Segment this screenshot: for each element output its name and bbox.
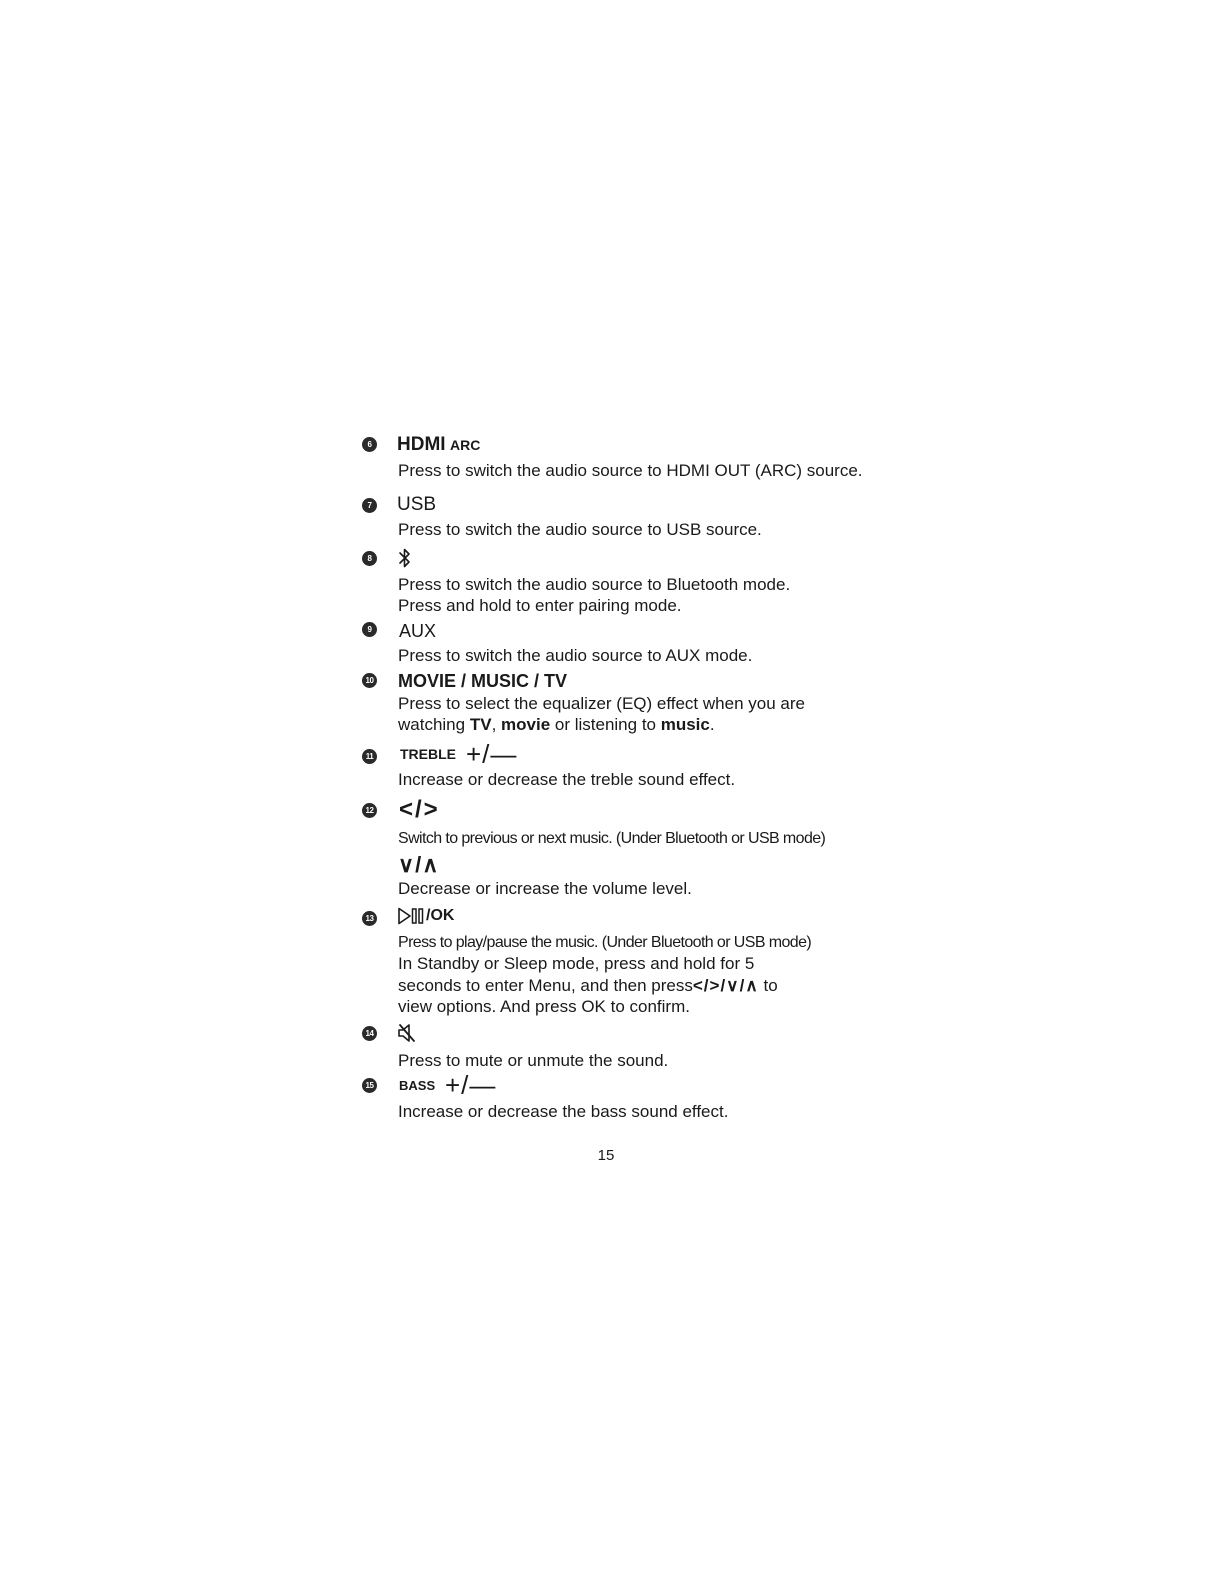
arc-label: ARC xyxy=(450,437,481,453)
eq-text: watching xyxy=(398,715,470,734)
item-number-14: 14 xyxy=(362,1026,377,1041)
movie-music-tv-heading: MOVIE / MUSIC / TV xyxy=(398,671,568,691)
prev-next-symbol: </> xyxy=(399,796,440,823)
item-number-11: 11 xyxy=(362,749,377,764)
ok-label: /OK xyxy=(426,907,455,924)
menu-text: to xyxy=(758,976,778,995)
bluetooth-icon xyxy=(398,547,412,569)
prev-next-description: Switch to previous or next music. (Under Bluetooth or USB mode) xyxy=(398,830,826,847)
hdmi-label: HDMI xyxy=(397,434,446,455)
aux-description: Press to switch the audio source to AUX mode. xyxy=(398,646,753,665)
bluetooth-description-1: Press to switch the audio source to Bluetooth mode. xyxy=(398,575,791,594)
play-pause-icon xyxy=(398,907,426,925)
bass-description: Increase or decrease the bass sound effect. xyxy=(398,1102,729,1121)
play-pause-description-4: view options. And press OK to confirm. xyxy=(398,997,690,1016)
play-pause-description-3 xyxy=(398,975,778,996)
play-pause-description-1: Press to play/pause the music. (Under Bluetooth or USB mode) xyxy=(398,934,812,951)
item-number-10: 10 xyxy=(362,673,377,688)
plus-minus-symbol: +/— xyxy=(466,739,518,769)
eq-description-2 xyxy=(398,714,715,735)
movie-word: movie xyxy=(501,715,551,734)
item-number-15: 15 xyxy=(362,1078,377,1093)
play-pause-ok-heading xyxy=(398,907,454,925)
play-pause-description-2: In Standby or Sleep mode, press and hold for 5 xyxy=(398,954,755,973)
usb-heading: USB xyxy=(397,494,437,515)
item-number-9: 9 xyxy=(362,622,377,637)
eq-text: . xyxy=(709,715,715,734)
item-number-8: 8 xyxy=(362,551,377,566)
item-number-7: 7 xyxy=(362,498,377,513)
hdmi-arc-heading xyxy=(397,434,480,456)
usb-description: Press to switch the audio source to USB source. xyxy=(398,520,762,539)
bass-heading: BASS xyxy=(399,1078,436,1093)
treble-description: Increase or decrease the treble sound effect. xyxy=(398,770,736,789)
hdmi-description: Press to switch the audio source to HDMI OUT (ARC) source. xyxy=(398,461,863,480)
plus-minus-symbol: +/— xyxy=(445,1070,497,1100)
aux-heading: AUX xyxy=(399,621,437,641)
music-word: music xyxy=(660,715,710,734)
eq-description-1: Press to select the equalizer (EQ) effect when you are xyxy=(398,694,805,713)
volume-symbol: ∨/∧ xyxy=(398,852,440,877)
navigation-symbols: </>/∨/∧ xyxy=(692,976,759,995)
item-number-12: 12 xyxy=(362,803,377,818)
bluetooth-description-2: Press and hold to enter pairing mode. xyxy=(398,596,682,615)
item-number-6: 6 xyxy=(362,437,377,452)
treble-heading: TREBLE xyxy=(400,746,456,762)
tv-word: TV xyxy=(469,715,492,734)
eq-text: , xyxy=(491,715,502,734)
menu-text: seconds to enter Menu, and then press xyxy=(398,976,693,995)
item-number-13: 13 xyxy=(362,911,377,926)
mute-icon xyxy=(398,1023,416,1043)
volume-description: Decrease or increase the volume level. xyxy=(398,879,692,898)
page-number: 15 xyxy=(597,1147,615,1164)
mute-description: Press to mute or unmute the sound. xyxy=(398,1051,669,1070)
eq-text: or listening to xyxy=(550,715,661,734)
